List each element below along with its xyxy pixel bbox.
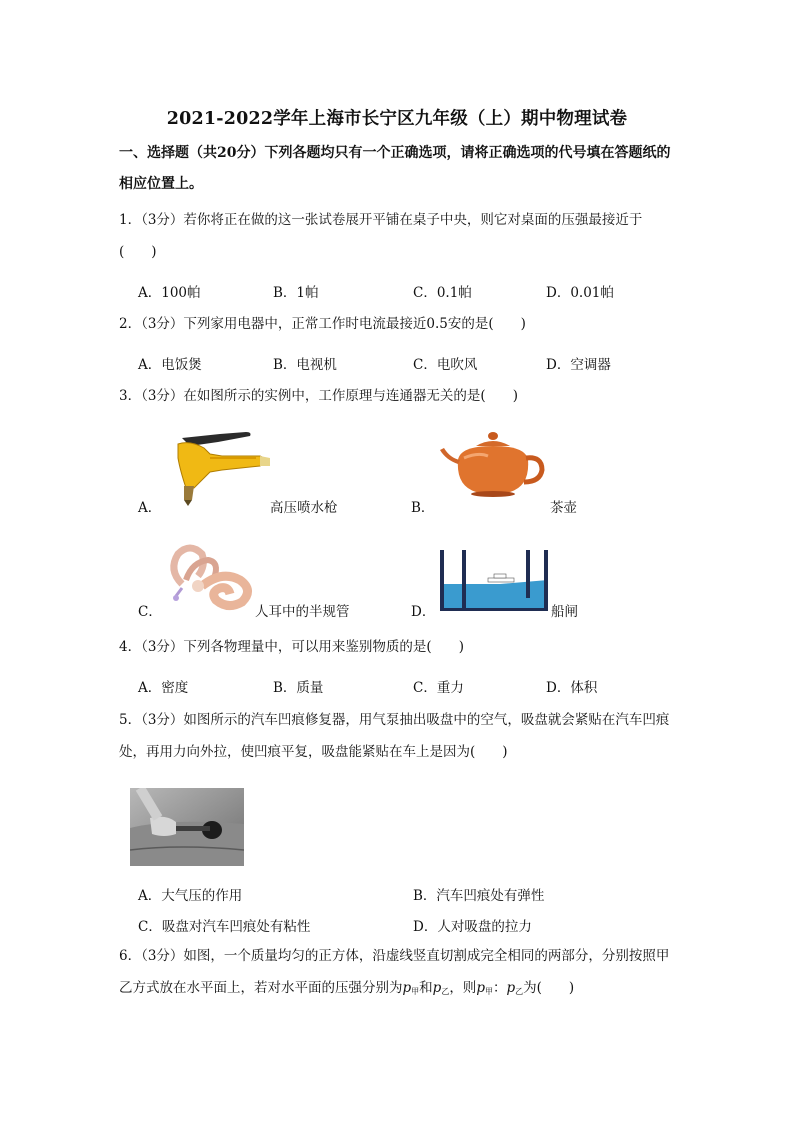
pressure-symbol: p — [432, 980, 442, 996]
option-c[interactable]: C．电吹风 — [413, 357, 478, 373]
option-b-letter[interactable]: B． — [411, 500, 435, 516]
pressure-symbol: p — [402, 980, 412, 996]
option-c-letter[interactable]: C． — [138, 604, 162, 620]
end-text: 为( ) — [523, 980, 575, 996]
option-d[interactable]: D．人对吸盘的拉力 — [413, 919, 532, 935]
option-a-label: 高压喷水枪 — [270, 500, 338, 516]
question-6-text: 6．（3分）如图，一个质量均匀的正方体，沿虚线竖直切割成完全相同的两部分，分别按照甲乙方式放在水平面上，若对水平面的压强分别为 — [119, 948, 670, 996]
teapot-image — [438, 430, 548, 506]
option-d[interactable]: D．空调器 — [546, 357, 611, 373]
option-a[interactable]: A．电饭煲 — [138, 357, 202, 373]
option-b-label: 茶壶 — [550, 500, 577, 516]
option-b[interactable]: B．1帕 — [273, 285, 319, 301]
option-c[interactable]: C．0.1帕 — [413, 285, 472, 301]
option-c[interactable]: C．吸盘对汽车凹痕处有粘性 — [138, 919, 311, 935]
option-a-letter[interactable]: A． — [138, 500, 162, 516]
question-4-stem: 4．（3分）下列各物理量中，可以用来鉴别物质的是( ) — [119, 639, 464, 655]
subscript-jia: 甲 — [411, 987, 420, 996]
option-a[interactable]: A．大气压的作用 — [138, 888, 243, 904]
option-b[interactable]: B．电视机 — [273, 357, 337, 373]
ship-lock-image — [440, 550, 552, 612]
option-d-label: 船闸 — [551, 604, 578, 620]
and-text: 和 — [419, 980, 433, 996]
page-title: 2021-2022学年上海市长宁区九年级（上）期中物理试卷 — [166, 109, 628, 129]
option-d[interactable]: D．体积 — [546, 680, 598, 696]
option-b[interactable]: B．汽车凹痕处有弹性 — [413, 888, 545, 904]
dent-repair-photo — [130, 788, 244, 866]
option-d-letter[interactable]: D． — [411, 604, 436, 620]
ear-canal-image — [162, 540, 258, 612]
then-text: ，则 — [449, 980, 477, 996]
ratio-separator: ： — [492, 980, 507, 996]
option-c[interactable]: C．重力 — [413, 680, 464, 696]
pressure-symbol: p — [476, 980, 485, 996]
question-3-stem: 3．（3分）在如图所示的实例中，工作原理与连通器无关的是( ) — [119, 388, 518, 404]
option-a[interactable]: A．100帕 — [138, 285, 201, 301]
option-c-label: 人耳中的半规管 — [255, 604, 350, 620]
subscript-yi: 乙 — [515, 987, 524, 996]
option-b[interactable]: B．质量 — [273, 680, 324, 696]
spray-gun-image — [160, 430, 272, 506]
pressure-symbol: p — [506, 980, 516, 996]
question-1-stem: 1．（3分）若你将正在做的这一张试卷展开平铺在桌子中央，则它对桌面的压强最接近于( ) — [119, 212, 643, 260]
subscript-jia: 甲 — [484, 987, 493, 996]
question-2-stem: 2．（3分）下列家用电器中，正常工作时电流最接近0.5安的是( ) — [119, 316, 526, 332]
subscript-yi: 乙 — [441, 987, 450, 996]
question-6-stem — [119, 940, 679, 1008]
section-instructions: 一、选择题（共20分）下列各题均只有一个正确选项，请将正确选项的代号填在答题纸的相应位置上。 — [119, 145, 671, 192]
question-5-stem: 5．（3分）如图所示的汽车凹痕修复器，用气泵抽出吸盘中的空气，吸盘就会紧贴在汽车凹痕处，再用力向外拉，使凹痕平复，吸盘能紧贴在车上是因为( ) — [119, 712, 670, 760]
option-a[interactable]: A．密度 — [138, 680, 189, 696]
option-d[interactable]: D．0.01帕 — [546, 285, 614, 301]
